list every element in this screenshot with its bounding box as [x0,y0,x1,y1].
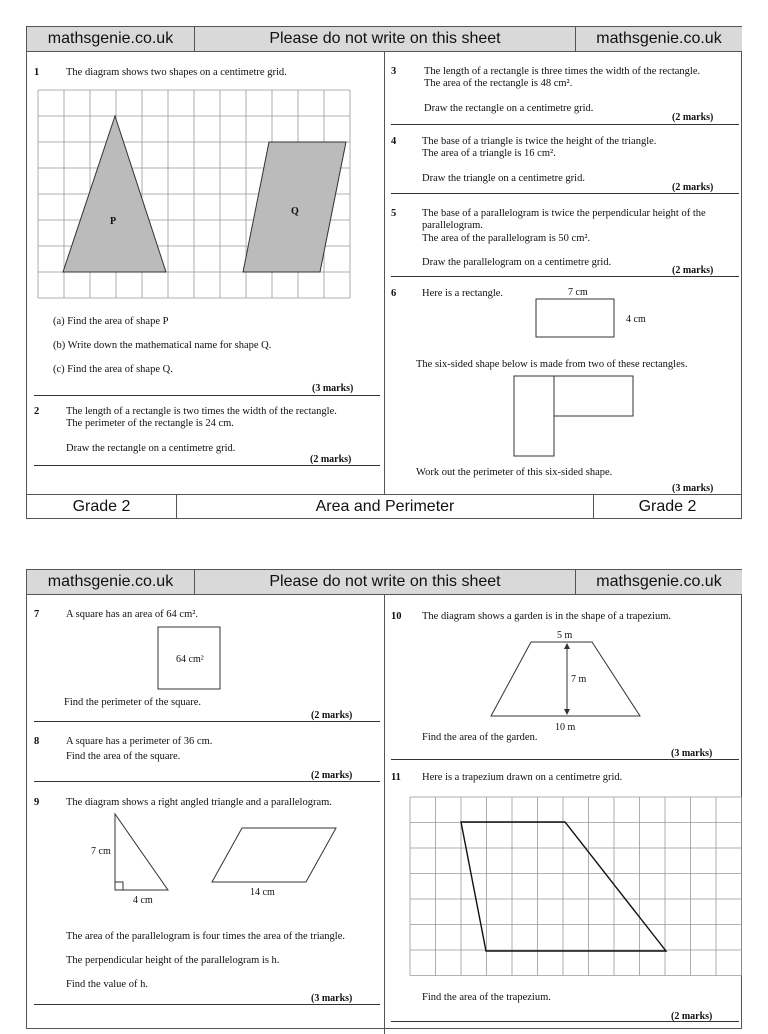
q11-line2: Find the area of the trapezium. [422,992,551,1003]
q2-number: 2 [34,406,40,417]
header-right-2: mathsgenie.co.uk [576,570,742,594]
q4-marks: (2 marks) [672,182,714,193]
q4-line2: The area of a triangle is 16 cm². [422,148,556,159]
q5-marks: (2 marks) [672,265,714,276]
q2-line2: The perimeter of the rectangle is 24 cm. [66,418,234,429]
q6-line3: Work out the perimeter of this six-sided shape. [416,467,613,478]
q3-line3: Draw the rectangle on a centimetre grid. [424,103,594,114]
q5-number: 5 [391,208,397,219]
q1-text: The diagram shows two shapes on a centimetre grid. [66,67,287,78]
q1-part-b: (b) Write down the mathematical name for shape Q. [53,340,272,351]
q8-line1: A square has a perimeter of 36 cm. [66,736,213,747]
header-left: mathsgenie.co.uk [27,27,195,51]
q7-line2: Find the perimeter of the square. [64,697,202,708]
trapezium-on-grid [461,822,666,951]
q9-diagram [80,810,380,910]
q2-line1: The length of a rectangle is two times the width of the rectangle. [66,406,337,417]
q3-number: 3 [391,66,397,77]
q7-line1: A square has an area of 64 cm². [66,609,199,620]
label-q: Q [291,206,299,217]
right-angled-triangle [115,814,168,890]
rect-length-label: 7 cm [568,287,588,298]
rect-width-label: 4 cm [626,314,646,325]
q5-line3: The area of the parallelogram is 50 cm². [422,233,591,244]
q11-marks: (2 marks) [671,1011,713,1022]
q1-part-c: (c) Find the area of shape Q. [53,364,173,375]
q10-line2: Find the area of the garden. [422,732,538,743]
q6-rectangle-diagram [530,285,650,345]
q9-line4: Find the value of h. [66,979,148,990]
q4-number: 4 [391,136,397,147]
q1-part-a: (a) Find the area of shape P [53,316,169,327]
q4-line3: Draw the triangle on a centimetre grid. [422,173,585,184]
q9-number: 9 [34,797,40,808]
q1-grid-diagram [38,90,358,300]
bottom-length-label: 10 m [555,722,576,733]
footer-right: Grade 2 [638,498,697,515]
q8-marks: (2 marks) [311,770,353,781]
triangle-height-label: 7 cm [91,846,111,857]
q11-line1: Here is a trapezium drawn on a centimetre grid. [422,772,623,783]
q10-number: 10 [391,611,402,622]
header-center: Please do not write on this sheet [195,27,576,51]
q9-marks: (3 marks) [311,993,353,1004]
q6-number: 6 [391,288,397,299]
footer-left: Grade 2 [27,495,177,519]
triangle-base-label: 4 cm [133,895,153,906]
q1-number: 1 [34,67,40,78]
right-angle-marker [115,882,123,890]
header-left-2: mathsgenie.co.uk [27,570,195,594]
top-length-label: 5 m [557,630,573,641]
q2-marks: (2 marks) [310,454,352,465]
q11-grid-diagram [406,795,746,985]
q6-six-sided-shape [512,374,642,464]
trapezium [491,642,640,716]
q10-trapezium-diagram [485,626,655,736]
header-center-2: Please do not write on this sheet [195,570,576,594]
square-area-label: 64 cm² [176,654,204,665]
q5-line4: Draw the parallelogram on a centimetre grid. [422,257,612,268]
header-right: mathsgenie.co.uk [576,27,742,51]
height-label: 7 m [571,674,587,685]
q10-marks: (3 marks) [671,748,713,759]
q6-line2: The six-sided shape below is made from two of these rectangles. [416,359,688,370]
q3-marks: (2 marks) [672,112,714,123]
q1-marks: (3 marks) [312,383,354,394]
q3-line1: The length of a rectangle is three times the width of the rectangle. [424,66,701,77]
q11-number: 11 [391,772,401,783]
q6-marks: (3 marks) [672,483,714,494]
parallelogram-base-label: 14 cm [250,887,275,898]
q10-line1: The diagram shows a garden is in the shape of a trapezium. [422,611,672,622]
footer-center: Area and Perimeter [177,495,594,519]
q6-line1: Here is a rectangle. [422,288,504,299]
q9-line3: The perpendicular height of the parallelogram is h. [66,955,280,966]
q8-line2: Find the area of the square. [66,751,181,762]
parallelogram [212,828,336,882]
q5-line1: The base of a parallelogram is twice the perpendicular height of the [422,208,706,219]
q7-square-diagram [156,625,226,695]
q4-line1: The base of a triangle is twice the height of the triangle. [422,136,657,147]
q9-line1: The diagram shows a right angled triangle and a parallelogram. [66,797,332,808]
q7-number: 7 [34,609,40,620]
q7-marks: (2 marks) [311,710,353,721]
label-p: P [110,216,117,227]
q9-line2: The area of the parallelogram is four times the area of the triangle. [66,931,345,942]
q2-line3: Draw the rectangle on a centimetre grid. [66,443,236,454]
q8-number: 8 [34,736,40,747]
q3-line2: The area of the rectangle is 48 cm². [424,78,573,89]
rectangle [536,299,614,337]
q5-line2: parallelogram. [422,220,483,231]
